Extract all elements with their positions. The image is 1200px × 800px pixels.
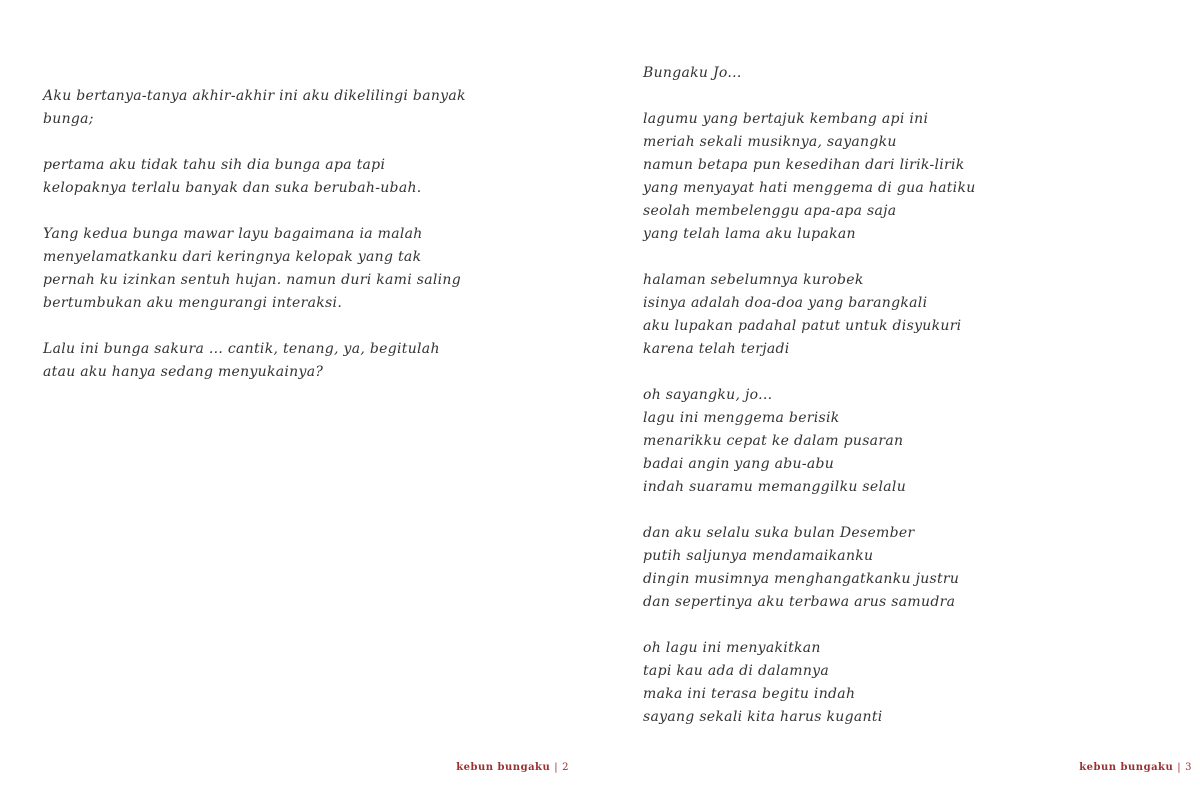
poem-stanza — [643, 384, 1163, 499]
poem-line: sayang sekali kita harus kuganti — [643, 709, 883, 725]
poem-line: putih saljunya mendamaikanku — [643, 548, 874, 564]
footer-brand: kebun bungaku — [1079, 762, 1174, 773]
footer-separator: | — [554, 762, 559, 773]
poem-line: dan aku selalu suka bulan Desember — [643, 525, 915, 541]
left-paragraph-2: pertama aku tidak tahu sih dia bunga apa tapi kelopaknya terlalu banyak dan suka berubah-ubah. — [43, 157, 422, 196]
poem-line: lagumu yang bertajuk kembang api ini — [643, 111, 929, 127]
left-paragraph-3: Yang kedua bunga mawar layu bagaimana ia malah menyelamatkanku dari keringnya kelopak yang tak pernah ku izinkan sentuh hujan. namun duri kami saling bertumbukan aku mengurangi interaksi. — [43, 226, 462, 311]
right-page — [600, 0, 1200, 800]
poem-line: dingin musimnya menghangatkanku justru — [643, 571, 960, 587]
poem-line: lagu ini menggema berisik — [643, 410, 840, 426]
poem-stanza — [643, 522, 1163, 614]
page-number: 2 — [562, 762, 569, 773]
poem-line: oh sayangku, jo... — [643, 387, 773, 403]
page-number: 3 — [1185, 762, 1192, 773]
poem-line: dan sepertinya aku terbawa arus samudra — [643, 594, 956, 610]
poem-line: tapi kau ada di dalamnya — [643, 663, 830, 679]
poem-line: namun betapa pun kesedihan dari lirik-lirik — [643, 157, 965, 173]
poem-stanza — [643, 637, 1163, 729]
left-paragraph-4: Lalu ini bunga sakura ... cantik, tenang, ya, begitulah atau aku hanya sedang menyukainya? — [43, 341, 440, 380]
footer-separator: | — [1177, 762, 1182, 773]
poem-line: menarikku cepat ke dalam pusaran — [643, 433, 904, 449]
right-page-body — [643, 62, 1163, 752]
right-page-footer — [1079, 762, 1192, 773]
poem-line: indah suaramu memanggilku selalu — [643, 479, 907, 495]
poem-line: seolah membelenggu apa-apa saja — [643, 203, 897, 219]
poem-stanza — [643, 269, 1163, 361]
poem-line: aku lupakan padahal patut untuk disyukuri — [643, 318, 962, 334]
poem-line: karena telah terjadi — [643, 341, 790, 357]
poem-line: yang telah lama aku lupakan — [643, 226, 856, 242]
poem-line: badai angin yang abu-abu — [643, 456, 835, 472]
poem-stanzas — [643, 108, 1163, 729]
footer-brand: kebun bungaku — [456, 762, 551, 773]
poem-line: halaman sebelumnya kurobek — [643, 272, 864, 288]
left-page-footer — [456, 762, 569, 773]
left-paragraph-1: Aku bertanya-tanya akhir-akhir ini aku dikelilingi banyak bunga; — [43, 88, 466, 127]
poem-title: Bungaku Jo... — [643, 65, 742, 81]
poem-line: isinya adalah doa-doa yang barangkali — [643, 295, 928, 311]
poem-line: meriah sekali musiknya, sayangku — [643, 134, 897, 150]
poem-line: yang menyayat hati menggema di gua hatiku — [643, 180, 976, 196]
poem-line: oh lagu ini menyakitkan — [643, 640, 821, 656]
poem-stanza — [643, 108, 1163, 246]
left-page-body — [43, 85, 473, 407]
poem-line: maka ini terasa begitu indah — [643, 686, 856, 702]
